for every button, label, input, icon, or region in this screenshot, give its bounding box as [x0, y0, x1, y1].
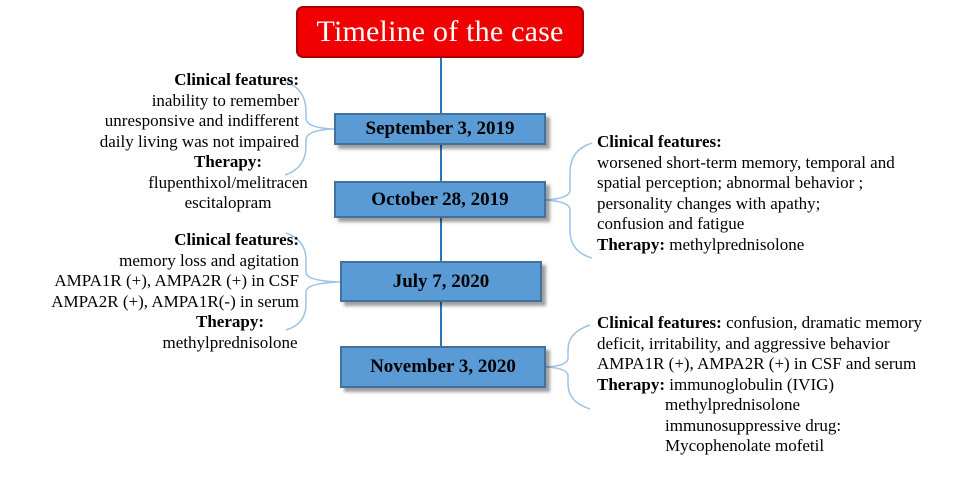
diagram-title: Timeline of the case: [316, 15, 564, 48]
therapy-value: methylprednisolone: [669, 234, 805, 254]
date-label: July 7, 2020: [392, 270, 490, 292]
clinical-features-label: Clinical features:: [597, 132, 722, 151]
therapy-row: [597, 235, 895, 256]
therapy-line: immunosuppressive drug:: [665, 415, 842, 435]
clinical-first-line: confusion, dramatic memory: [726, 313, 922, 332]
therapy-line: methylprednisolone: [665, 395, 801, 414]
therapy-label: Therapy:: [194, 152, 262, 171]
clinical-line: confusion and fatigue: [597, 214, 745, 233]
bracket-oct-2019: [543, 143, 592, 258]
clinical-line: inability to remember: [151, 90, 299, 110]
clinical-features-label: Clinical features:: [597, 313, 722, 332]
therapy-label: Therapy:: [597, 234, 665, 254]
note-sep-2019: [100, 70, 299, 152]
note-nov-2020: [597, 313, 922, 457]
clinical-line: worsened short-term memory, temporal and: [597, 152, 895, 172]
clinical-line: AMPA1R (+), AMPA2R (+) in CSF: [54, 271, 299, 290]
therapy-row: [597, 375, 922, 396]
therapy-line: flupenthixol/melitracen: [148, 172, 308, 192]
therapy-jul-2020: [150, 312, 310, 353]
clinical-line: daily living was not impaired: [99, 131, 299, 151]
clinical-line: deficit, irritability, and aggressive behavior: [597, 333, 890, 353]
date-label: October 28, 2019: [371, 188, 509, 210]
clinical-row: [597, 313, 922, 334]
therapy-line: Mycophenolate mofetil: [665, 436, 825, 455]
therapy-label: Therapy:: [196, 312, 264, 331]
date-box-oct-2019: [334, 181, 546, 218]
therapy-first-line: immunoglobulin (IVIG): [669, 374, 835, 394]
clinical-line: unresponsive and indifferent: [104, 111, 299, 130]
date-label: September 3, 2019: [365, 118, 515, 139]
date-box-sep-2019: [334, 113, 546, 145]
clinical-line: AMPA1R (+), AMPA2R (+) in CSF and serum: [597, 354, 917, 373]
clinical-features-label: Clinical features:: [174, 70, 299, 89]
therapy-sep-2019: [148, 152, 308, 214]
therapy-label: Therapy:: [597, 374, 665, 394]
therapy-line: escitalopram: [184, 193, 272, 212]
date-label: November 3, 2020: [370, 356, 516, 377]
note-oct-2019: [597, 132, 895, 255]
therapy-line: methylprednisolone: [162, 332, 298, 352]
clinical-line: AMPA2R (+), AMPA1R(-) in serum: [51, 291, 299, 311]
title-box: [296, 6, 584, 58]
date-box-jul-2020: [340, 261, 542, 302]
bracket-nov-2020: [546, 325, 590, 409]
clinical-features-label: Clinical features:: [174, 230, 299, 249]
clinical-line: memory loss and agitation: [119, 250, 299, 270]
note-jul-2020: [51, 230, 299, 312]
date-box-nov-2020: [340, 346, 546, 388]
clinical-line: personality changes with apathy;: [597, 193, 821, 213]
clinical-line: spatial perception; abnormal behavior ;: [597, 173, 864, 192]
